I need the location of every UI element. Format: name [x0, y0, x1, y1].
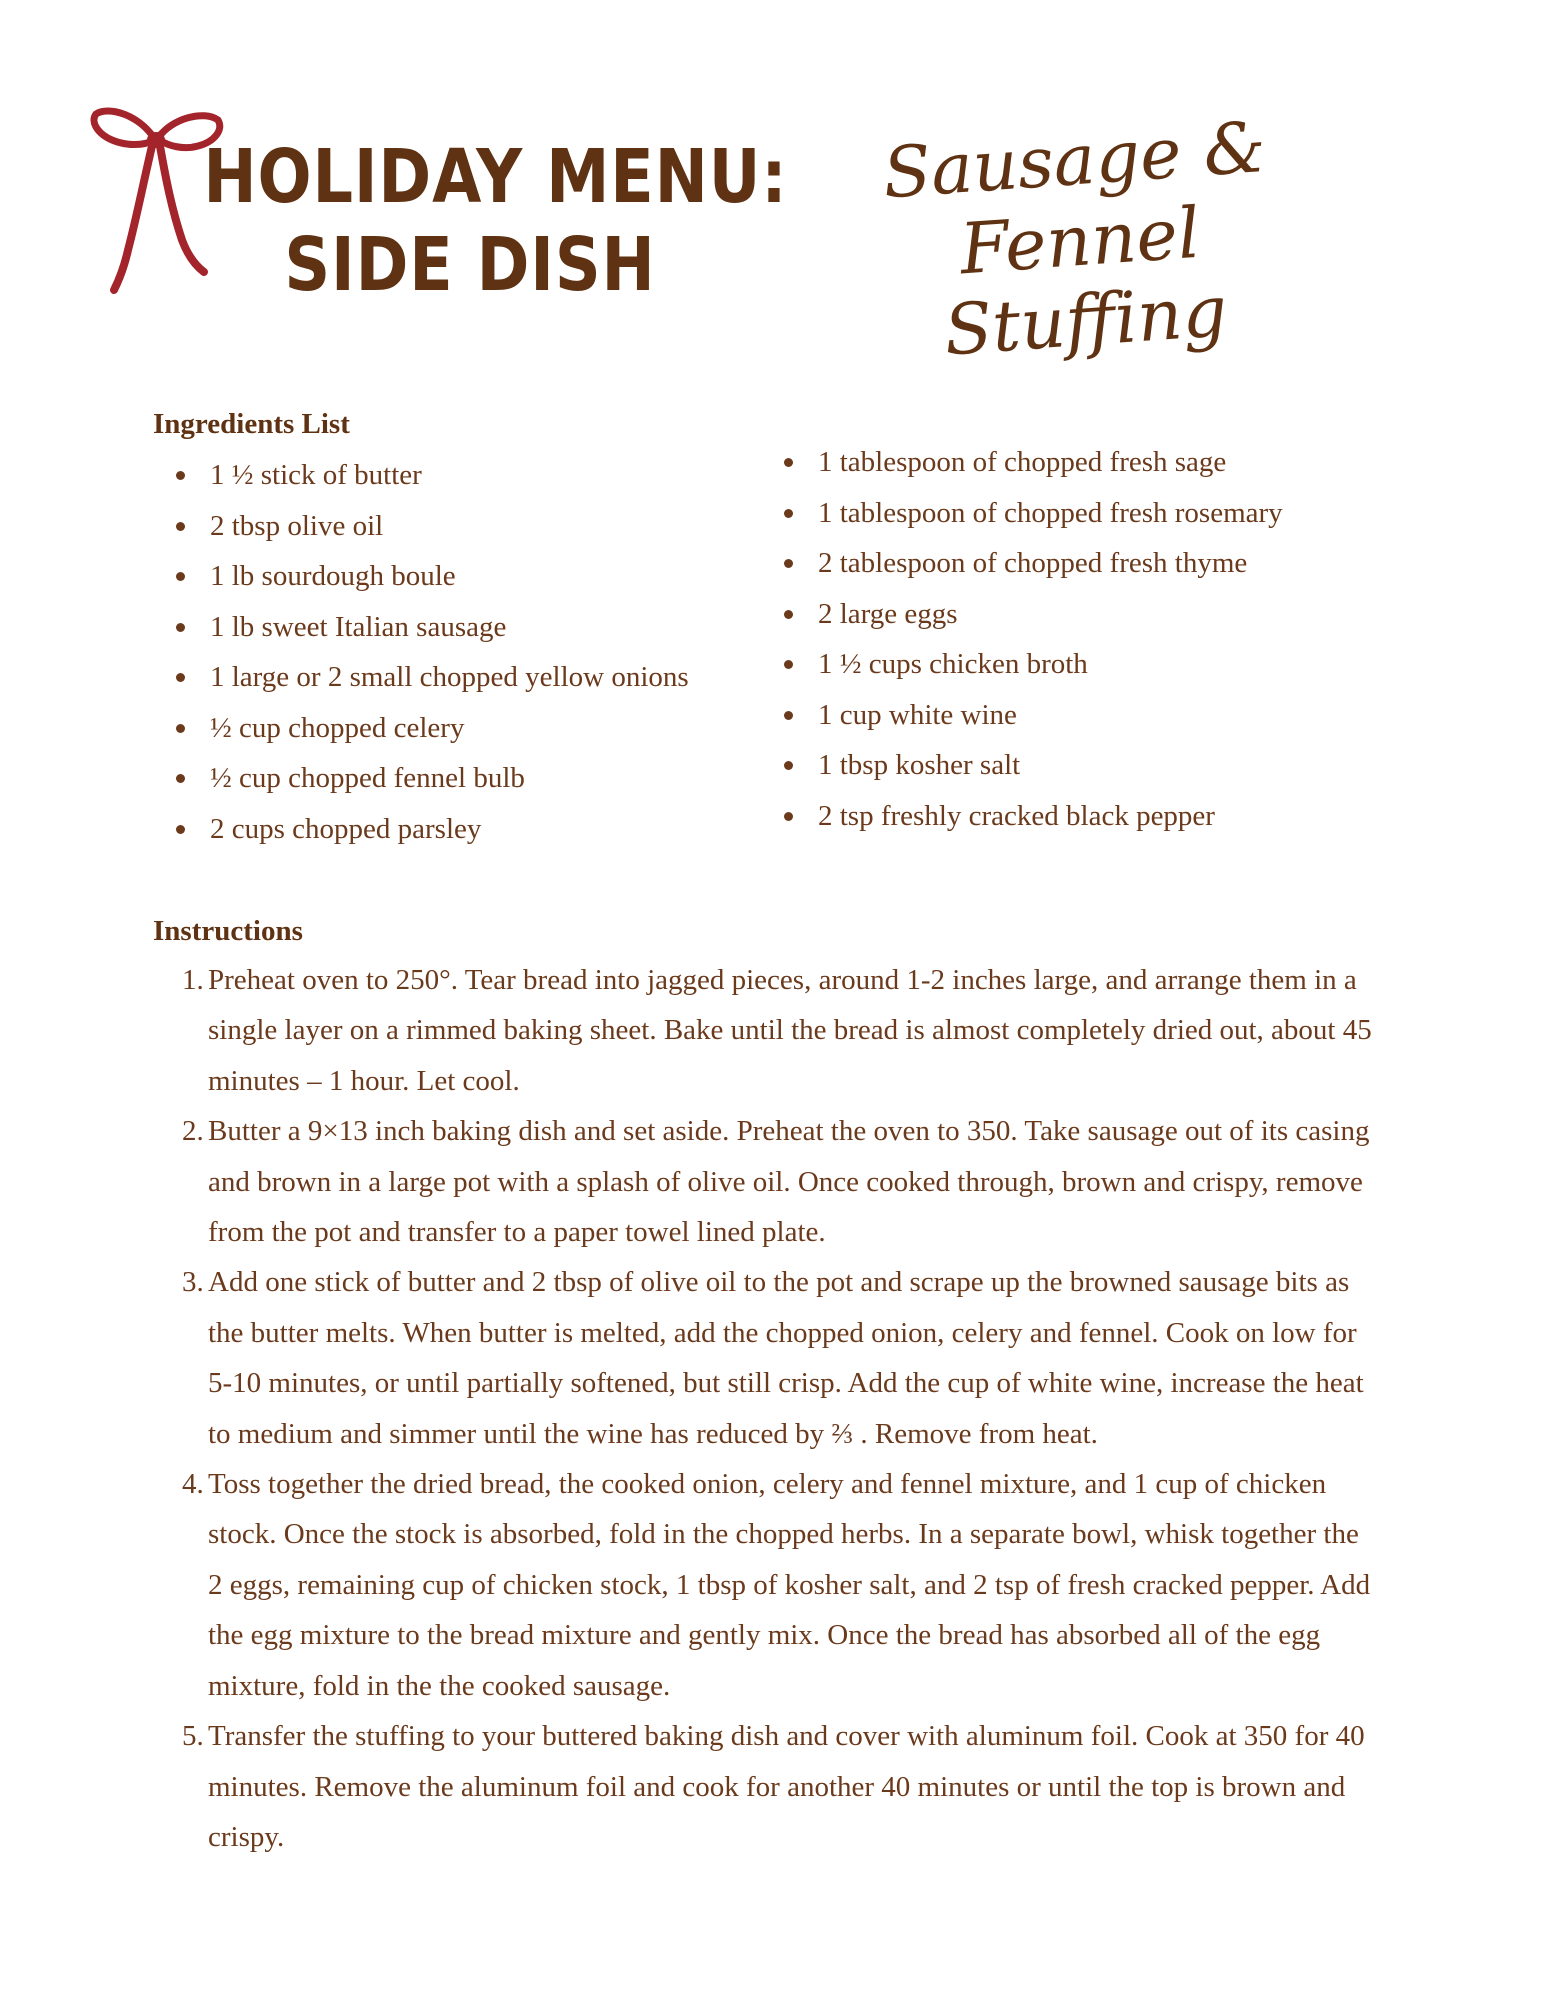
bullet-icon	[784, 509, 793, 518]
instructions-heading: Instructions	[153, 915, 303, 947]
ingredient-item: 1 lb sourdough boule	[155, 551, 689, 602]
bullet-icon	[784, 458, 793, 467]
step-text: Toss together the dried bread, the cooked onion, celery and fennel mixture, and 1 cup of chicken stock. Once the stock is absorbed, fold in the chopped herbs. In a separate bowl, whisk together the 2 eggs, remaining cup of chicken stock, 1 tbsp of kosher salt, and 2 tsp of fresh cracked pepper. Add the egg mixture to the bread mixture and gently mix. Once the bread has absorbed all of the egg mixture, fold in the the cooked sausage.	[208, 1468, 1371, 1702]
page-title	[160, 134, 788, 308]
ingredients-list-right	[763, 437, 1283, 841]
recipe-name-line-1: Sausage & Fennel	[880, 105, 1269, 290]
title-line-2: SIDE DISH	[284, 222, 656, 308]
step-number: 4.	[182, 1468, 204, 1501]
step-number: 5.	[182, 1720, 204, 1753]
bullet-icon	[784, 711, 793, 720]
bullet-icon	[176, 572, 185, 581]
ingredient-item: 2 cups chopped parsley	[155, 804, 689, 855]
bullet-icon	[784, 610, 793, 619]
ingredient-item: ½ cup chopped fennel bulb	[155, 753, 689, 804]
instruction-step	[160, 1711, 1380, 1862]
step-text: Transfer the stuffing to your buttered baking dish and cover with aluminum foil. Cook at 350 for 40 minutes. Remove the aluminum foil and cook for another 40 minutes or until the top is brown and crispy.	[208, 1720, 1365, 1853]
instruction-step	[160, 1459, 1380, 1711]
instruction-step	[160, 1106, 1380, 1257]
ingredient-item: 2 large eggs	[763, 589, 1283, 640]
bullet-icon	[784, 559, 793, 568]
bullet-icon	[176, 825, 185, 834]
ingredient-item: 2 tbsp olive oil	[155, 501, 689, 552]
step-text: Add one stick of butter and 2 tbsp of olive oil to the pot and scrape up the browned sausage bits as the butter melts. When butter is melted, add the chopped onion, celery and fennel. Cook on low for 5-10 minutes, or until partially softened, but still crisp. Add the cup of white wine, increase the heat to medium and simmer until the wine has reduced by ⅔ . Remove from heat.	[208, 1266, 1364, 1450]
bullet-icon	[176, 623, 185, 632]
step-text: Butter a 9×13 inch baking dish and set aside. Preheat the oven to 350. Take sausage out of its casing and brown in a large pot with a splash of olive oil. Once cooked through, brown and crispy, remove from the pot and transfer to a paper towel lined plate.	[208, 1115, 1370, 1249]
ingredient-item: 1 ½ cups chicken broth	[763, 639, 1283, 690]
bullet-icon	[784, 761, 793, 770]
instruction-step	[160, 955, 1380, 1106]
bullet-icon	[784, 660, 793, 669]
ingredient-item: 1 ½ stick of butter	[155, 450, 689, 501]
step-text: Preheat oven to 250°. Tear bread into jagged pieces, around 1-2 inches large, and arrange them in a single layer on a rimmed baking sheet. Bake until the bread is almost completely dried out, about 45 minutes – 1 hour. Let cool.	[208, 964, 1372, 1097]
ingredient-item: 2 tablespoon of chopped fresh thyme	[763, 538, 1283, 589]
bullet-icon	[176, 724, 185, 733]
bullet-icon	[176, 471, 185, 480]
ingredient-item: 1 lb sweet Italian sausage	[155, 602, 689, 653]
instruction-step	[160, 1257, 1380, 1459]
recipe-name	[812, 102, 1348, 379]
recipe-name-line-2: Stuffing	[941, 270, 1230, 372]
ingredient-item: ½ cup chopped celery	[155, 703, 689, 754]
step-number: 1.	[182, 964, 204, 996]
bullet-icon	[784, 812, 793, 821]
step-number: 3.	[182, 1266, 204, 1299]
ingredient-item: 1 tbsp kosher salt	[763, 740, 1283, 791]
bullet-icon	[176, 774, 185, 783]
title-line-1: HOLIDAY MENU:	[203, 134, 788, 220]
ingredient-item: 1 tablespoon of chopped fresh sage	[763, 437, 1283, 488]
bullet-icon	[176, 673, 185, 682]
ingredients-heading: Ingredients List	[153, 408, 350, 440]
ingredient-item: 2 tsp freshly cracked black pepper	[763, 791, 1283, 842]
ingredient-item: 1 tablespoon of chopped fresh rosemary	[763, 488, 1283, 539]
instructions-list	[160, 955, 1380, 1862]
bullet-icon	[176, 522, 185, 531]
ingredient-item: 1 cup white wine	[763, 690, 1283, 741]
ingredients-list-left	[155, 450, 689, 854]
ingredient-item: 1 large or 2 small chopped yellow onions	[155, 652, 689, 703]
step-number: 2.	[182, 1115, 204, 1148]
